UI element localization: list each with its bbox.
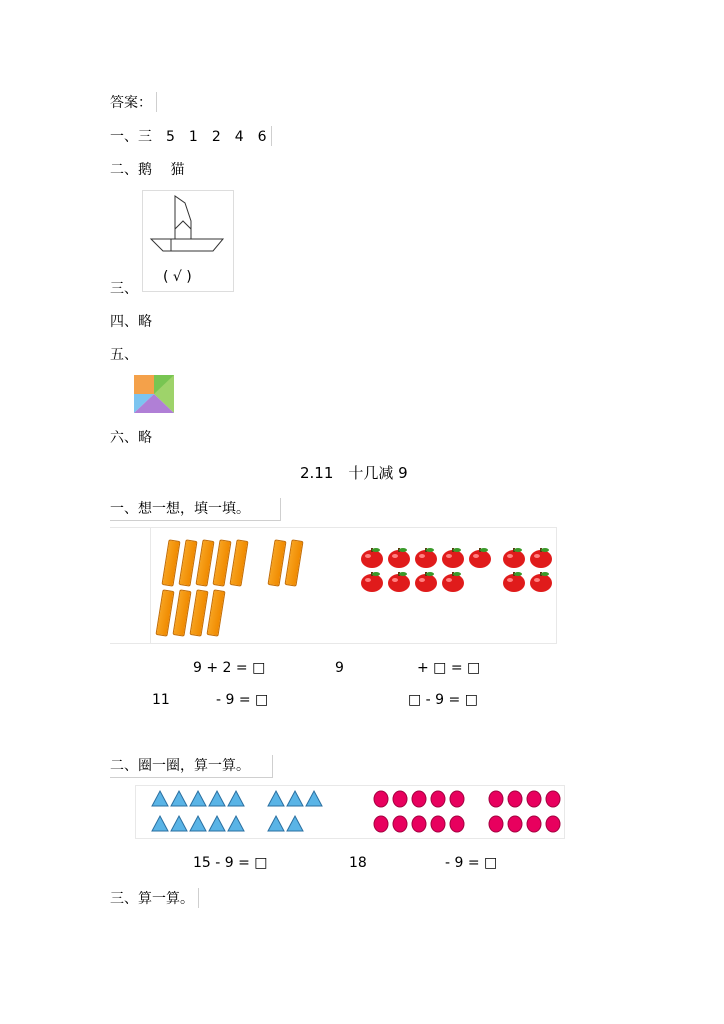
answer-line-2: 二、鹅 猫 bbox=[110, 162, 185, 178]
answer-line-1: 一、三 5 1 2 4 6 bbox=[110, 126, 272, 146]
dot bbox=[450, 816, 464, 832]
section2-picture bbox=[135, 785, 565, 839]
triangle bbox=[287, 816, 303, 831]
section2-heading: 二、圈一圈，算一算。 bbox=[110, 755, 273, 778]
apple bbox=[415, 572, 437, 592]
triangle bbox=[268, 791, 284, 806]
s2-eq2-right: - 9 = □ bbox=[445, 855, 498, 871]
apple bbox=[469, 548, 491, 568]
triangle bbox=[306, 791, 322, 806]
dot bbox=[393, 791, 407, 807]
s1-eq1-mid: 9 bbox=[335, 660, 344, 676]
apple bbox=[361, 548, 383, 568]
triangle bbox=[152, 791, 168, 806]
apple bbox=[442, 548, 464, 568]
triangle bbox=[190, 791, 206, 806]
triangle bbox=[171, 816, 187, 831]
triangle bbox=[209, 791, 225, 806]
lesson-title: 2.11 十几减 9 bbox=[300, 464, 408, 482]
dot bbox=[374, 816, 388, 832]
s1-eq2-mid: - 9 = □ bbox=[216, 692, 269, 708]
s2-eq2-left: 18 bbox=[349, 855, 367, 871]
answer-line-6: 六、略 bbox=[110, 430, 152, 446]
tangram-square bbox=[134, 375, 174, 413]
triangle bbox=[209, 816, 225, 831]
boat-figure bbox=[142, 190, 234, 292]
tangram-drawing bbox=[134, 375, 174, 413]
answer-line-5: 五、 bbox=[110, 347, 138, 363]
apples-drawing bbox=[151, 528, 556, 643]
apple bbox=[388, 572, 410, 592]
apple bbox=[361, 572, 383, 592]
section1-picture bbox=[150, 527, 557, 644]
triangle bbox=[268, 816, 284, 831]
apple bbox=[503, 572, 525, 592]
dot bbox=[431, 791, 445, 807]
apple bbox=[442, 572, 464, 592]
section3-heading: 三、算一算。 bbox=[110, 888, 199, 908]
dot bbox=[546, 791, 560, 807]
answers-heading: 答案： bbox=[110, 92, 157, 112]
triangle bbox=[171, 791, 187, 806]
dot bbox=[508, 816, 522, 832]
apple bbox=[530, 548, 552, 568]
dot bbox=[412, 816, 426, 832]
dot bbox=[374, 791, 388, 807]
apple bbox=[503, 548, 525, 568]
s1-eq2-right: □ - 9 = □ bbox=[408, 692, 478, 708]
dot bbox=[527, 791, 541, 807]
answer-line-3-label: 三、 bbox=[110, 281, 138, 297]
dot bbox=[393, 816, 407, 832]
triangle bbox=[228, 791, 244, 806]
triangle bbox=[287, 791, 303, 806]
dot bbox=[412, 791, 426, 807]
dot bbox=[527, 816, 541, 832]
apple bbox=[415, 548, 437, 568]
section1-heading: 一、想一想，填一填。 bbox=[110, 498, 281, 521]
triangle bbox=[228, 816, 244, 831]
dot bbox=[489, 816, 503, 832]
dot bbox=[508, 791, 522, 807]
s1-eq1-right: + □ = □ bbox=[417, 660, 481, 676]
dot bbox=[546, 816, 560, 832]
dot bbox=[431, 816, 445, 832]
s2-eq1: 15 - 9 = □ bbox=[193, 855, 268, 871]
apple bbox=[388, 548, 410, 568]
triangle bbox=[190, 816, 206, 831]
dot bbox=[489, 791, 503, 807]
section1-picture-margin bbox=[110, 527, 150, 644]
triangle bbox=[152, 816, 168, 831]
s1-eq1-left: 9 + 2 = □ bbox=[193, 660, 266, 676]
dot bbox=[450, 791, 464, 807]
triangles-dots-drawing bbox=[136, 786, 564, 838]
s1-eq2-left: 11 bbox=[152, 692, 170, 708]
apple bbox=[530, 572, 552, 592]
answer-line-4: 四、略 bbox=[110, 314, 152, 330]
check-mark: ( √ ) bbox=[163, 269, 192, 285]
